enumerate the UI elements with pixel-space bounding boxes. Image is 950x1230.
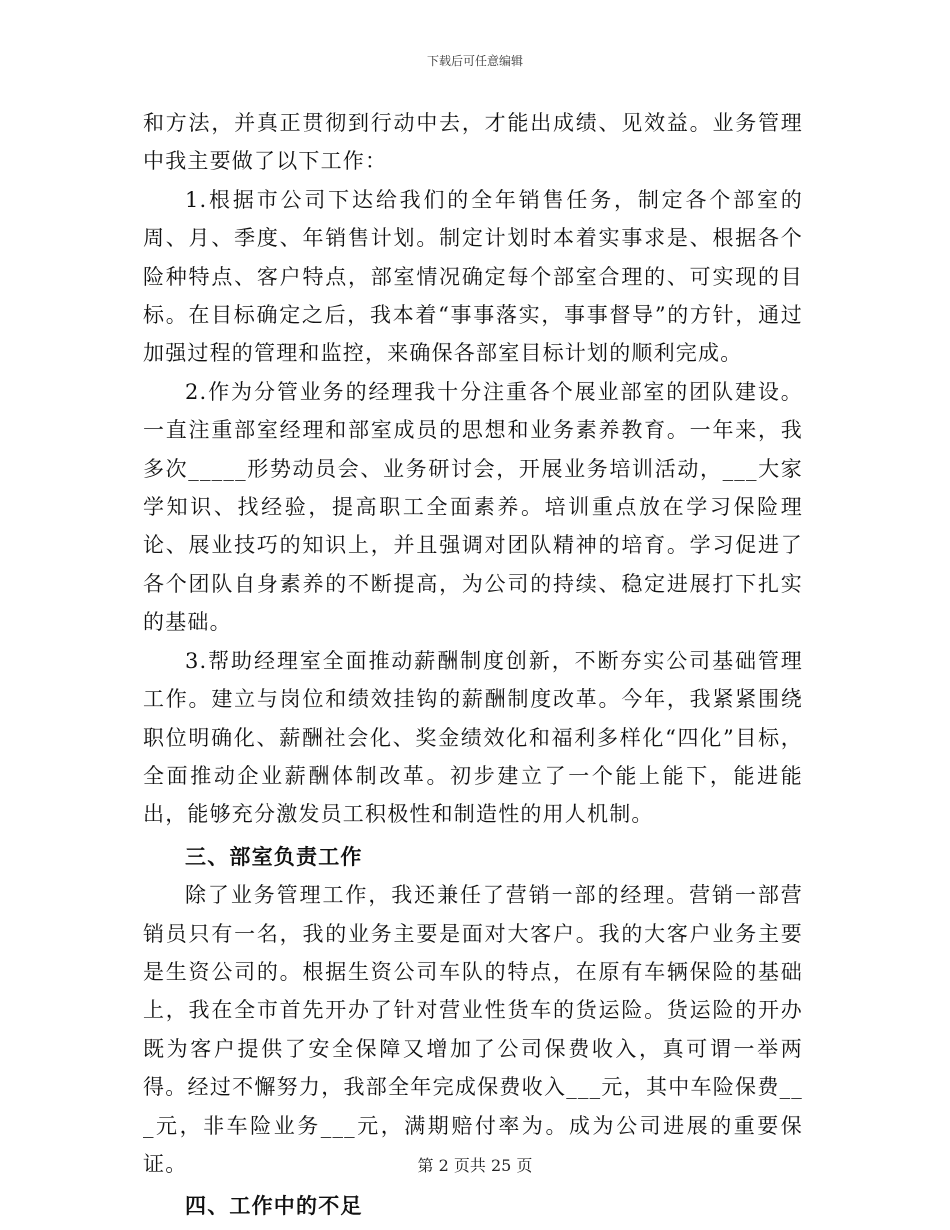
section-heading-3: 三、部室负责工作: [185, 843, 363, 869]
document-body: [143, 104, 803, 1226]
paragraph-item-2: 2.作为分管业务的经理我十分注重各个展业部室的团队建设。一直注重部室经理和部室成员的思想和业务素养教育。一年来，我多次_____形势动员会、业务研讨会，开展业务培训活动，___大家学知识、找经验，提高职工全面素养。培训重点放在学习保险理论、展业技巧的知识上，并且强调对团队精神的培育。学习促进了各个团队自身素养的不断提高，为公司的持续、稳定进展打下扎实的基础。: [143, 379, 803, 635]
page-header: 下载后可任意编辑: [426, 54, 523, 68]
paragraph-department-work: 除了业务管理工作，我还兼任了营销一部的经理。营销一部营销员只有一名，我的业务主要是面对大客户。我的大客户业务主要是生资公司的。根据生资公司车队的特点，在原有车辆保险的基础上，我在全市首先开办了针对营业性货车的货运险。货运险的开办既为客户提供了安全保障又增加了公司保费收入，真可谓一举两得。经过不懈努力，我部全年完成保费收入___元，其中车险保费___元，非车险业务___元，满期赔付率为。成为公司进展的重要保证。: [143, 883, 803, 1176]
paragraph-item-1: 1.根据市公司下达给我们的全年销售任务，制定各个部室的周、月、季度、年销售计划。制定计划时本着实事求是、根据各个险种特点、客户特点，部室情况确定每个部室合理的、可实现的目标。在目标确定之后，我本着“事事落实，事事督导”的方针，通过加强过程的管理和监控，来确保各部室目标计划的顺利完成。: [143, 187, 803, 366]
paragraph-item-3: 3.帮助经理室全面推动薪酬制度创新，不断夯实公司基础管理工作。建立与岗位和绩效挂钩的薪酬制度改革。今年，我紧紧围绕职位明确化、薪酬社会化、奖金绩效化和福利多样化“四化”目标，全面推动企业薪酬体制改革。初步建立了一个能上能下，能进能出，能够充分激发员工积极性和制造性的用人机制。: [143, 648, 803, 827]
paragraph-continuation: 和方法，并真正贯彻到行动中去，才能出成绩、见效益。业务管理中我主要做了以下工作：: [143, 111, 803, 174]
section-heading-4: 四、工作中的不足: [185, 1193, 363, 1219]
page-footer: 第 2 页共 25 页: [417, 1156, 533, 1175]
